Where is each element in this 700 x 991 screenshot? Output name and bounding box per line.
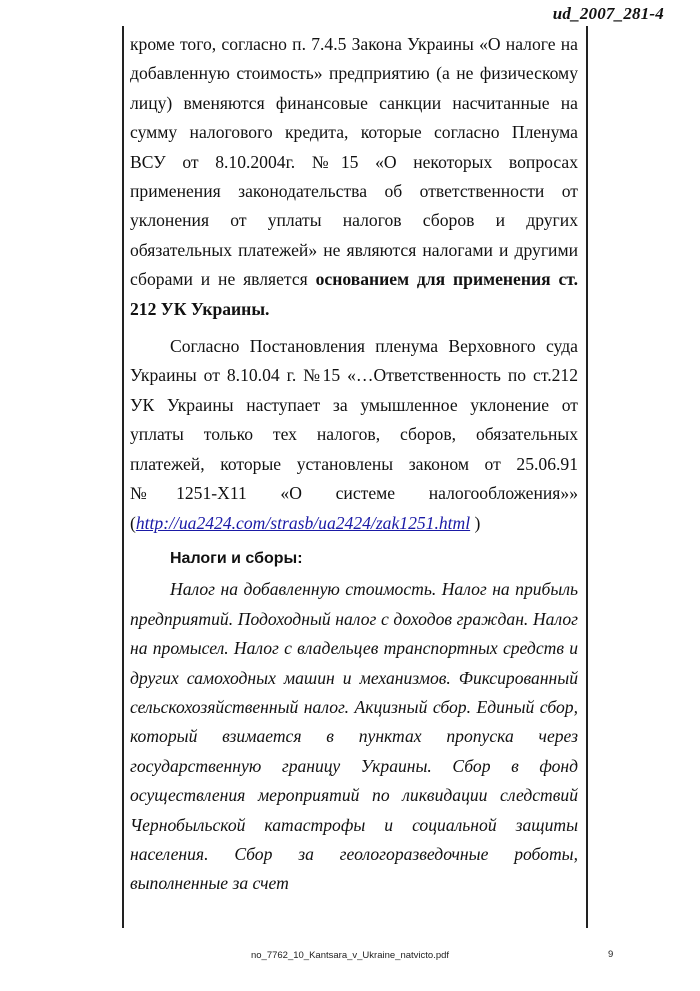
document-id: ud_2007_281-4: [552, 4, 664, 23]
paragraph-2: [130, 332, 578, 538]
taxes-heading: Налоги и сборы:: [170, 549, 303, 567]
paragraph-1-bold: основанием для применения ст. 212 УК Украины.: [130, 269, 578, 319]
law-link[interactable]: http://ua2424.com/strasb/ua2424/zak1251.html: [135, 512, 471, 533]
paragraph-1-text: кроме того, согласно п. 7.4.5 Закона Украины «О налоге на добавленную стоимость» предприятию (а не физическому лицу) вменяются финансовые санкции насчитанные на сумму налогового кредита, которые согласно Пленума ВСУ от 8.10.2004г. №15 «О некоторых вопросах применения законодательства об ответственности от уклонения от уплаты налогов сборов и других обязательных платежей» не являются налогами и другими сборами и не является: [130, 34, 578, 290]
paragraph-2-tail: ): [470, 512, 481, 533]
paragraph-3: Налог на добавленную стоимость. Налог на прибыль предприятий. Подоходный налог с доходов граждан. Налог на промысел. Налог с владельцев транспортных средств и других самоходных машин и механизмов. Фиксированный сельскохозяйственный налог. Акцизный сбор. Единый сбор, который взимается в пунктах пропуска через государственную границу Украины. Сбор в фонд осуществления мероприятий по ликвидации следствий Чернобыльской катастрофы и социальной защиты населения. Сбор за геологоразведочные роботы, выполненные за счет: [130, 579, 578, 894]
paragraph-2-text: Согласно Постановления пленума Верховного суда Украины от 8.10.04 г. №15 «…Ответственность по ст.212 УК Украины наступает за умышленное уклонение от уплаты только тех налогов, сборов, обязательных платежей, которые установлены законом от 25.06.91 №1251-Х11 «О системе налогообложения»» (: [130, 336, 578, 533]
footer-filename: no_7762_10_Kantsara_v_Ukraine_natvicto.pdf: [250, 950, 450, 961]
paragraph-1: [130, 30, 578, 324]
document-body: [130, 30, 578, 899]
footer-page-number: 9: [608, 949, 614, 960]
